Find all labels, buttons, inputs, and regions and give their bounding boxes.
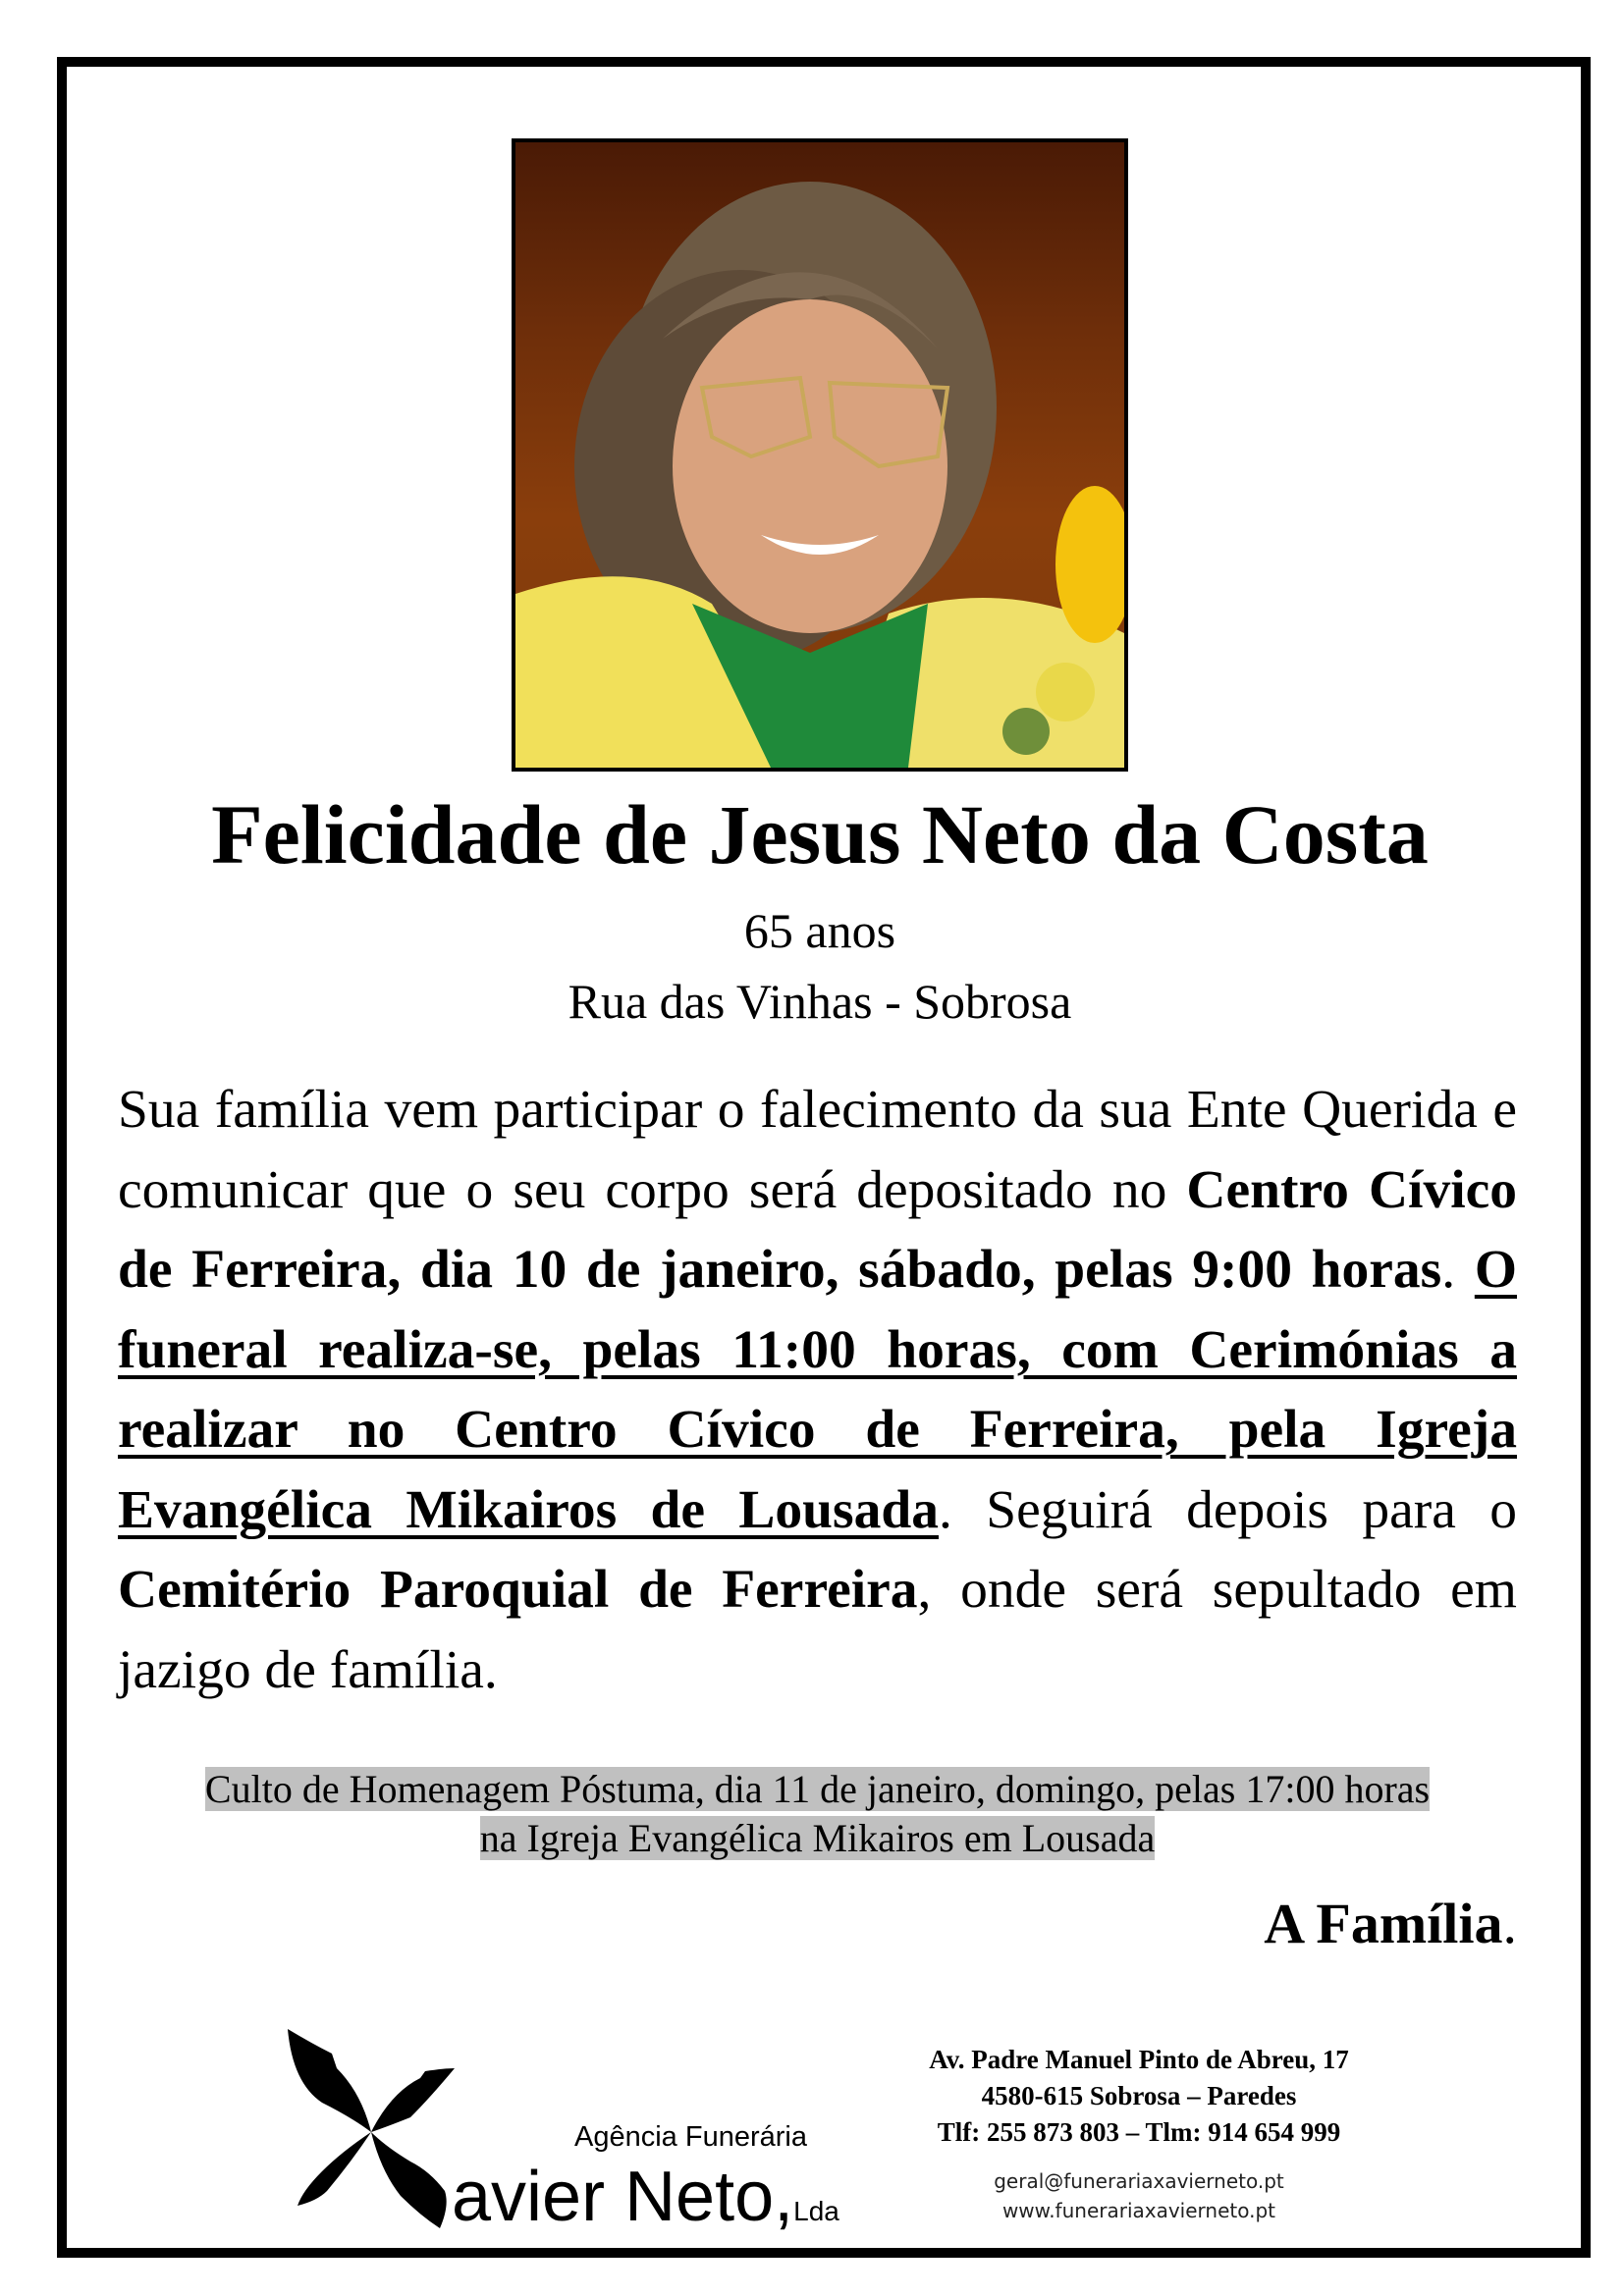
announcement-paragraph (118, 1070, 1517, 1710)
announcement-text: Sua família vem participar o falecimento da sua Ente Querida e comunicar que o seu corpo será depositado no (118, 1080, 1517, 1220)
agency-brand-name: avier Neto, (452, 2158, 794, 2236)
agency-tagline: Agência Funerária (574, 2121, 807, 2153)
memorial-service-note (118, 1765, 1517, 1863)
agency-email: geral@funerariaxavierneto.pt (994, 2169, 1284, 2193)
deceased-age: 65 anos (743, 903, 896, 958)
portrait-photo (512, 138, 1128, 772)
wake-details: Centro Cívico de Ferreira, dia 10 de janeiro, sábado, pelas 9:00 horas (118, 1159, 1517, 1300)
funeral-details: O funeral realiza-se, pelas 11:00 horas, com Cerimónias a realizar no Centro Cívico de Ferreira, pela Igreja Evangélica Mikairos de Lousada (118, 1240, 1517, 1540)
memorial-line-2: na Igreja Evangélica Mikairos em Lousada (479, 1816, 1156, 1860)
family-signature (1264, 1890, 1517, 1958)
agency-brand-suffix: Lda (793, 2196, 839, 2226)
announcement-text: , onde será sepultado em jazigo de família. (118, 1560, 1517, 1700)
agency-web (864, 2166, 1414, 2225)
portrait-image-icon (515, 142, 1124, 768)
agency-website: www.funerariaxavierneto.pt (1001, 2199, 1276, 2222)
agency-brand (452, 2158, 839, 2251)
agency-contact (864, 2042, 1414, 2151)
announcement-text: . Seguirá depois para o (939, 1479, 1517, 1540)
agency-address-line-1: Av. Padre Manuel Pinto de Abreu, 17 (929, 2045, 1349, 2074)
signature-text: A Família (1264, 1892, 1503, 1955)
agency-phones: Tlf: 255 873 803 – Tlm: 914 654 999 (937, 2117, 1341, 2147)
announcement-text: . (1441, 1240, 1475, 1300)
agency-x-logo-icon (283, 2024, 469, 2230)
signature-dot: . (1502, 1892, 1517, 1955)
deceased-name: Felicidade de Jesus Neto da Costa (211, 787, 1429, 881)
memorial-line-1: Culto de Homenagem Póstuma, dia 11 de janeiro, domingo, pelas 17:00 horas (204, 1767, 1431, 1811)
agency-address-line-2: 4580-615 Sobrosa – Paredes (981, 2081, 1297, 2110)
cemetery-name: Cemitério Paroquial de Ferreira (118, 1560, 918, 1620)
deceased-address: Rua das Vinhas - Sobrosa (568, 974, 1072, 1029)
